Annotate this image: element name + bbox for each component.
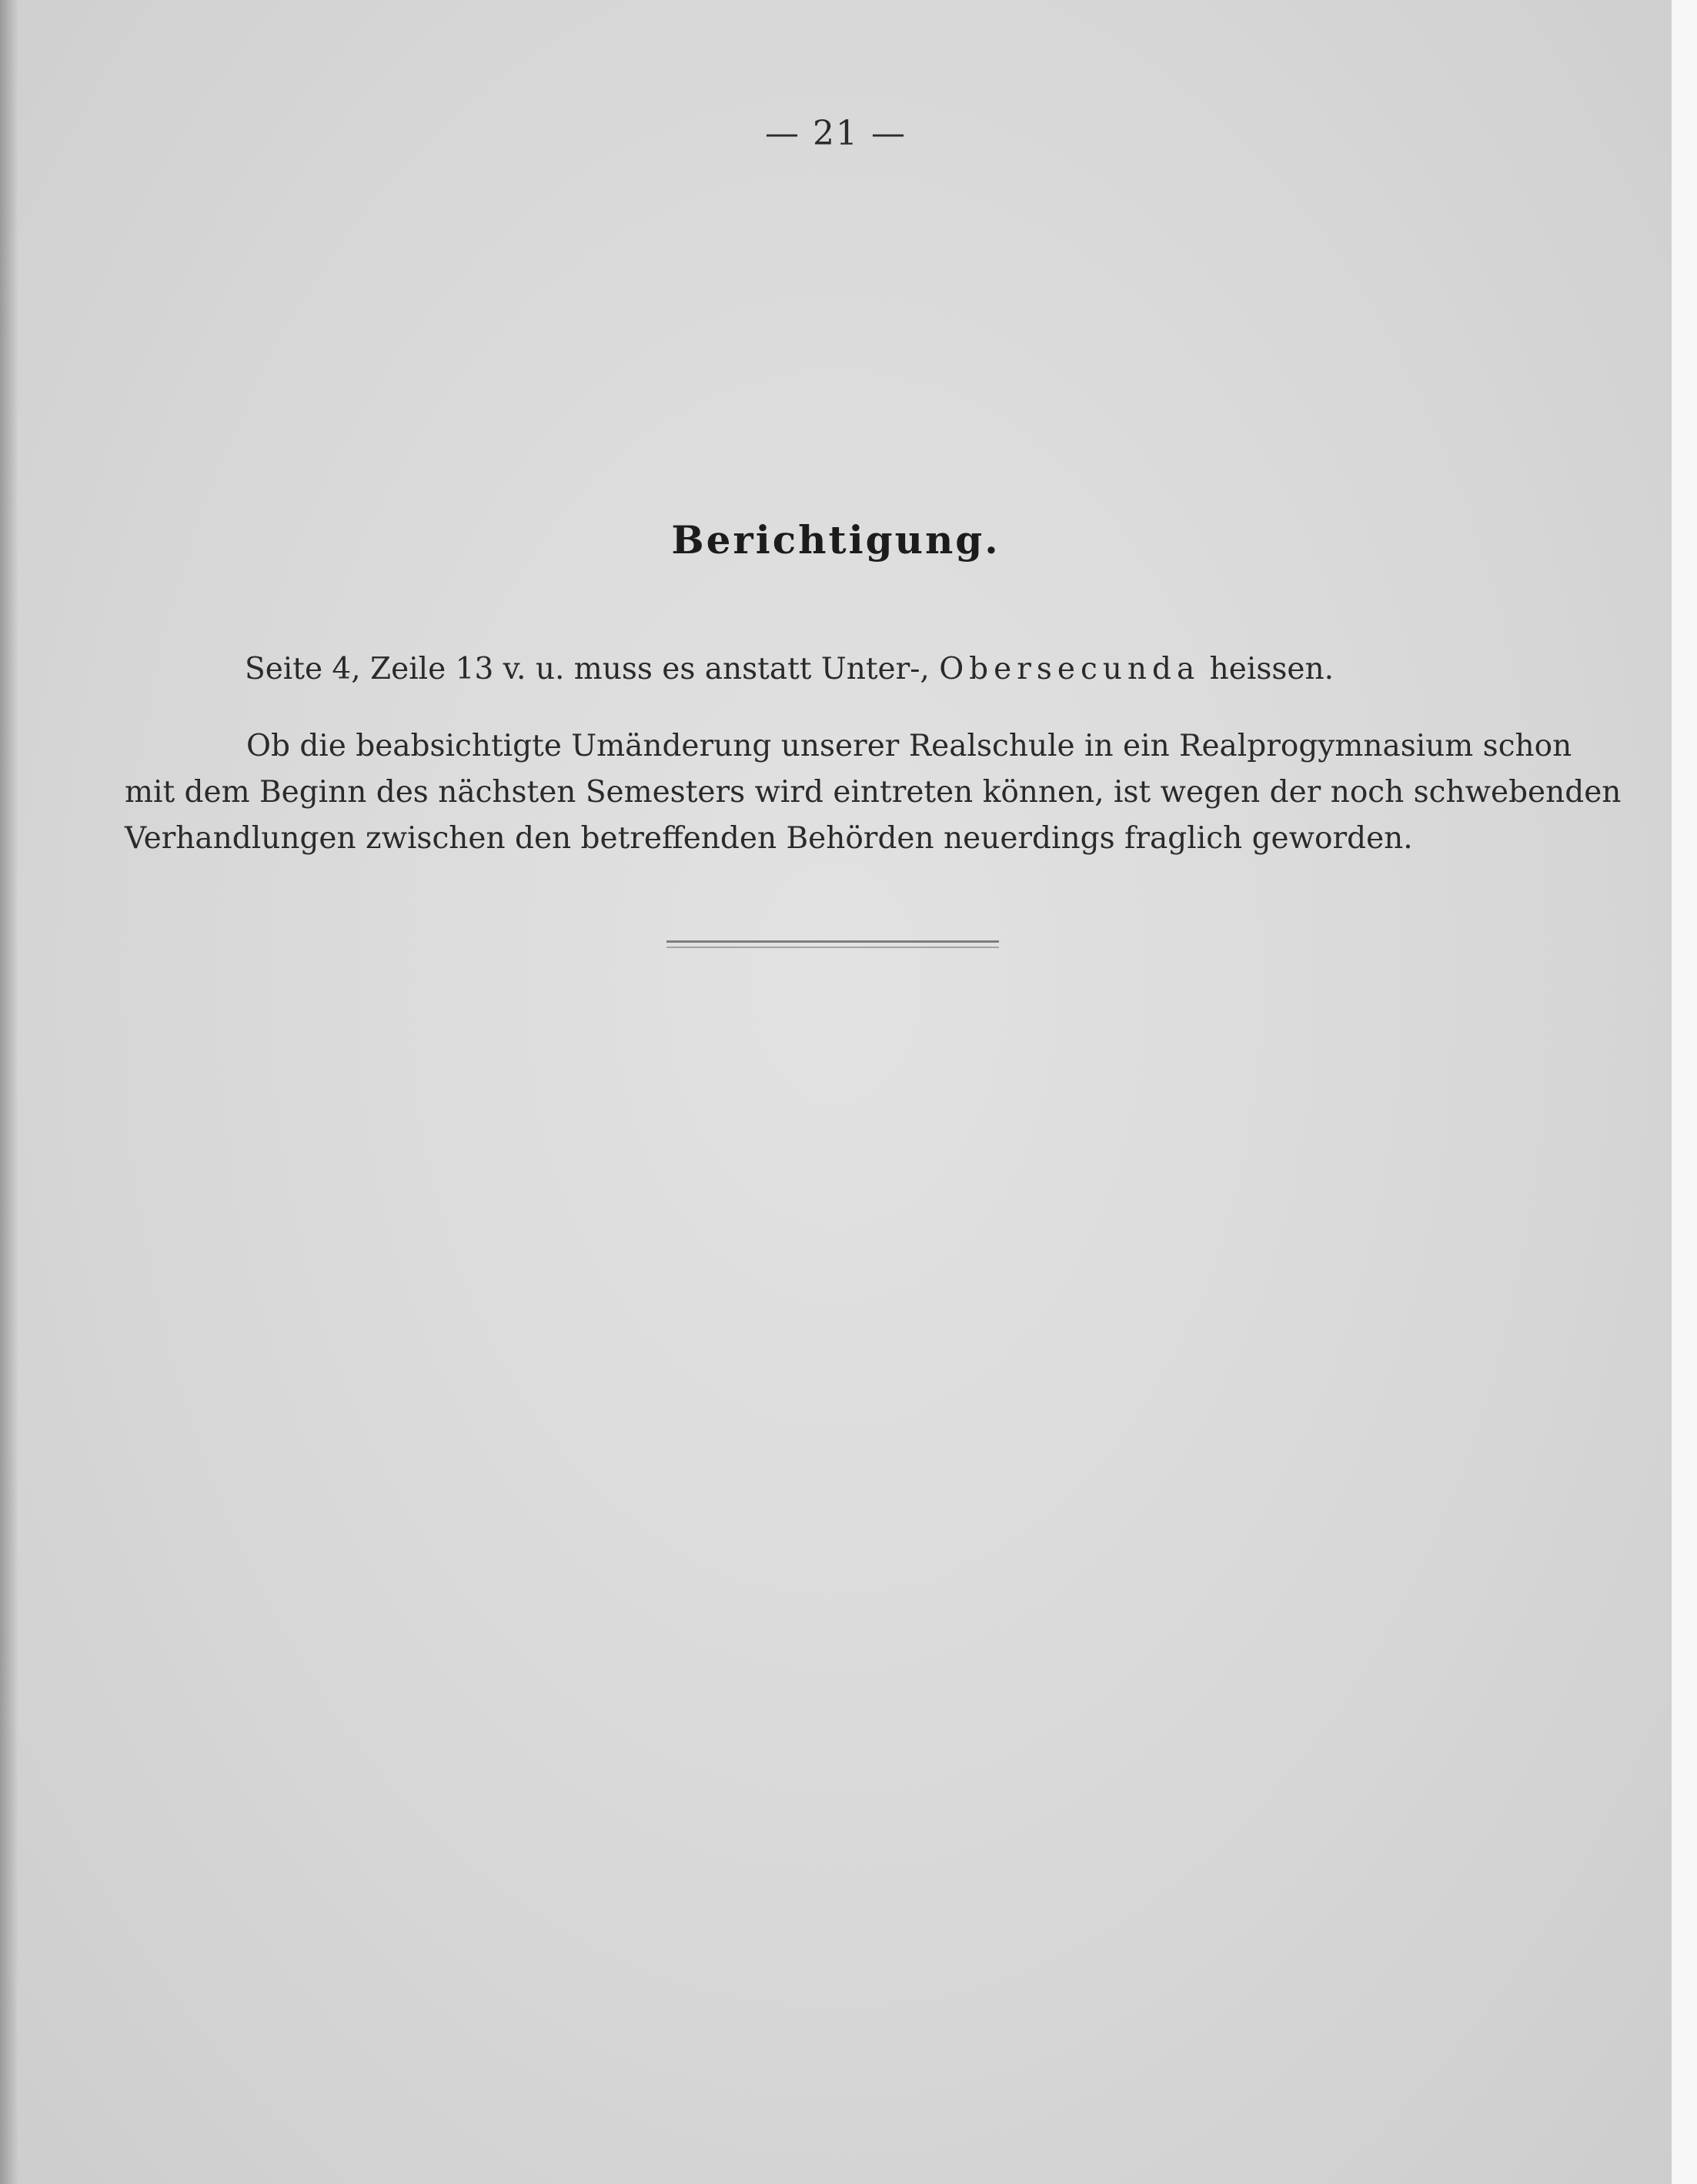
notice-line: Ob die beabsichtigte Umänderung unserer Realschule in ein Realprogymnasium schon (246, 729, 1572, 763)
notice-paragraph (125, 723, 1622, 862)
correction-text-end: heissen. (1209, 652, 1334, 686)
page-title: Berichtigung. (671, 517, 1000, 563)
scan-margin (1672, 0, 1697, 2184)
page-number: — 21 — (765, 114, 907, 153)
section-divider-secondary (666, 947, 999, 948)
section-divider (666, 940, 999, 943)
correction-paragraph (245, 646, 1334, 693)
page-edge-shadow (0, 0, 18, 2184)
correction-text: Seite 4, Zeile 13 v. u. muss es anstatt Unter-, (245, 652, 930, 686)
correction-emphasis: Obersecunda (939, 652, 1201, 686)
notice-line: mit dem Beginn des nächsten Semesters wird eintreten können, ist wegen der noch schwebenden (125, 775, 1622, 810)
notice-line: Verhandlungen zwischen den betreffenden Behörden neuerdings fraglich geworden. (125, 821, 1413, 856)
